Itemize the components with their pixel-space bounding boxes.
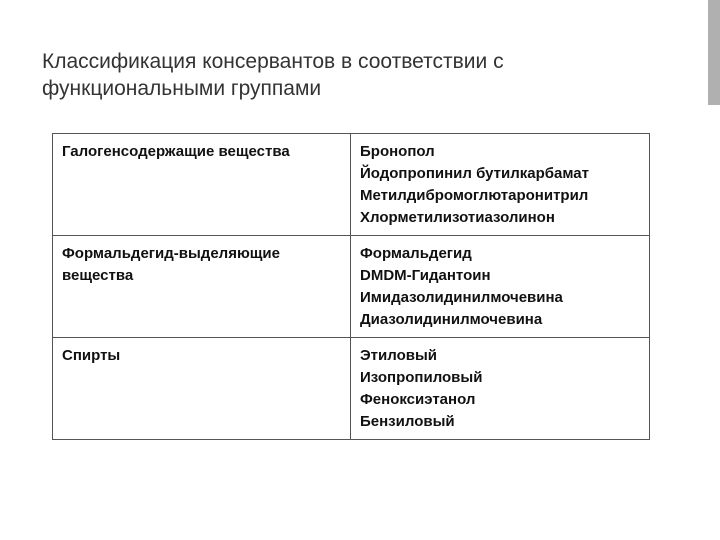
group-cell: Галогенсодержащие вещества [53,134,351,236]
preservative-item: DMDM-Гидантоин [360,267,491,284]
preservative-item: Этиловый [360,347,437,364]
preservative-item: Хлорметилизотиазолинон [360,209,555,226]
preservatives-cell [351,236,650,338]
preservatives-cell [351,338,650,440]
table-row [53,134,650,236]
group-cell: Спирты [53,338,351,440]
slide-title-line-2: функциональными группами [42,77,322,100]
preservatives-cell [351,134,650,236]
group-cell: Формальдегид-выделяющие вещества [53,236,351,338]
preservative-item: Бронопол [360,143,435,160]
scroll-indicator [708,0,720,105]
preservative-item: Метилдибромоглютаронитрил [360,187,589,204]
preservative-item: Имидазолидинилмочевина [360,289,563,306]
slide-title-line-1: Классификация консервантов в соответствии с [42,50,504,73]
preservative-item: Изопропиловый [360,369,483,386]
table-row [53,236,650,338]
preservative-item: Йодопропинил бутилкарбамат [360,165,589,182]
preservative-item: Диазолидинилмочевина [360,311,543,328]
classification-table [52,133,650,440]
preservative-item: Бензиловый [360,413,455,430]
table-row [53,338,650,440]
preservative-item: Формальдегид [360,245,472,262]
preservative-item: Феноксиэтанол [360,391,476,408]
slide-title [42,48,642,102]
